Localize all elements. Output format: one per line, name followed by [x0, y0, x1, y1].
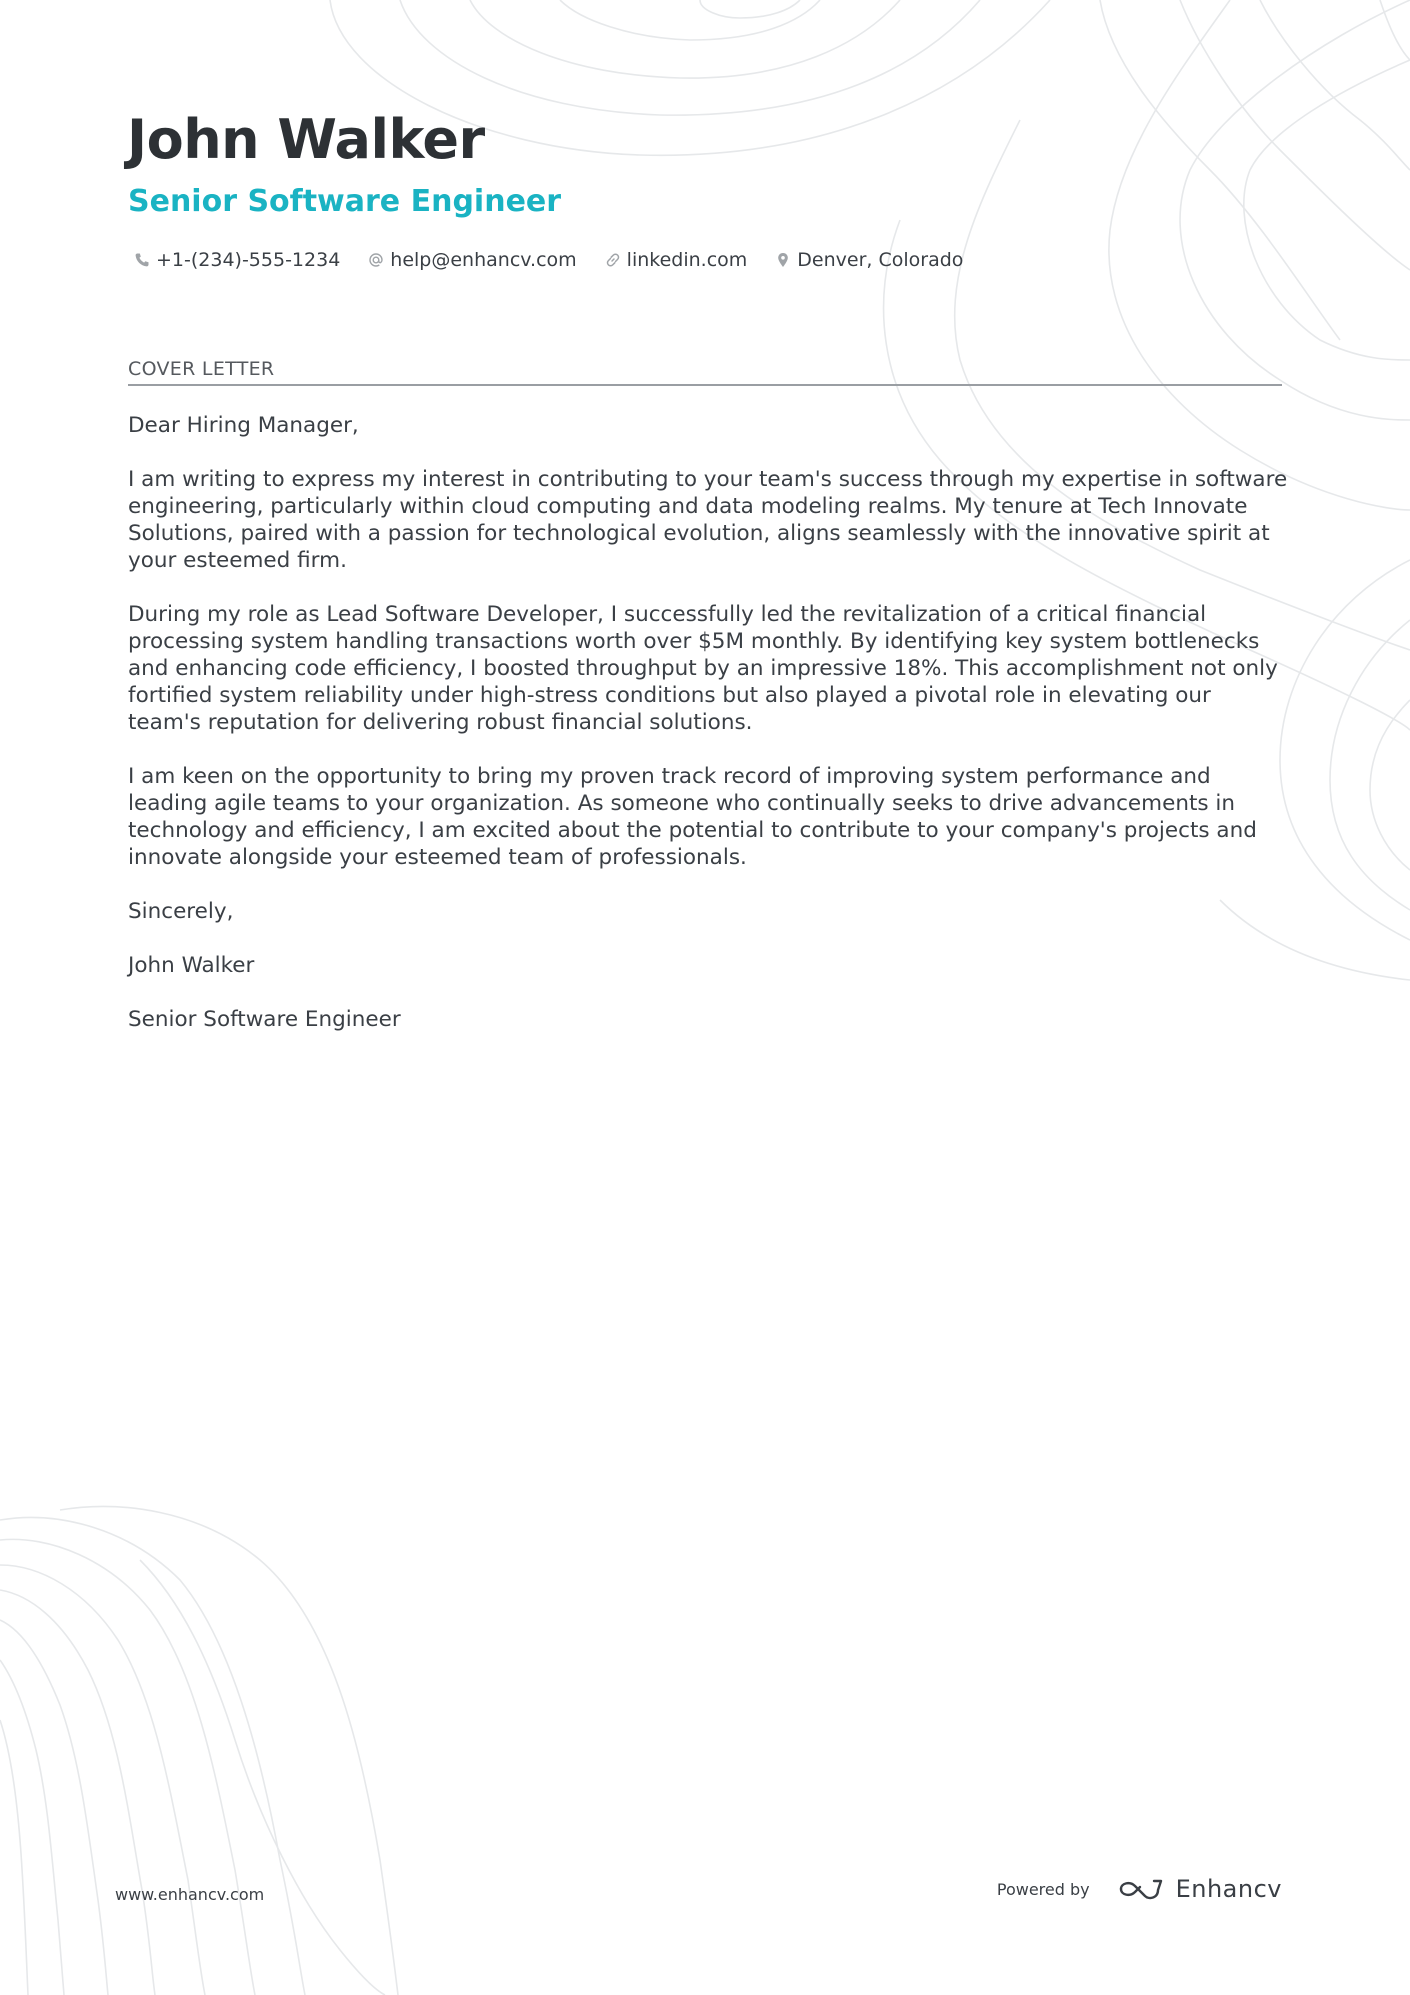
- letter-greeting: Dear Hiring Manager,: [128, 413, 359, 438]
- contact-row: [134, 246, 991, 274]
- contact-location: [775, 249, 963, 271]
- contact-link-text: linkedin.com: [626, 249, 748, 271]
- letter-closing: Sincerely,: [128, 899, 234, 924]
- applicant-title: Senior Software Engineer: [128, 184, 562, 219]
- letter-paragraph-1: I am writing to express my interest in contributing to your team's success through my expertise in software engineering, particularly within cloud computing and data modeling realms. My tenure at Tech Innovate Solutions, paired with a passion for technological evolution, aligns seamlessly with the innovative spirit at your esteemed firm.: [128, 467, 1288, 573]
- footer-branding[interactable]: [997, 1875, 1282, 1903]
- contact-link[interactable]: [605, 249, 748, 271]
- contact-email-text: help@enhancv.com: [390, 249, 577, 271]
- contact-phone: [134, 249, 340, 271]
- footer-website-link[interactable]: www.enhancv.com: [115, 1885, 265, 1904]
- signature-name: John Walker: [128, 953, 255, 978]
- location-icon: [775, 252, 791, 268]
- powered-by-label: Powered by: [996, 1879, 1090, 1899]
- brand-name: Enhancv: [1175, 1875, 1282, 1903]
- phone-icon: [134, 252, 150, 268]
- section-heading-label: COVER LETTER: [128, 358, 275, 380]
- section-heading: [128, 358, 1282, 386]
- letter-paragraph-3: I am keen on the opportunity to bring my proven track record of improving system performance and leading agile teams to your organization. As someone who continually seeks to drive advancements in technology and efficiency, I am excited about the potential to contribute to your company's projects and innovate alongside your esteemed team of professionals.: [128, 764, 1257, 870]
- link-icon: [605, 252, 621, 268]
- signature-title: Senior Software Engineer: [128, 1007, 401, 1032]
- applicant-name: John Walker: [127, 108, 485, 171]
- contact-location-text: Denver, Colorado: [797, 249, 964, 271]
- contact-email[interactable]: [368, 249, 576, 271]
- letter-body: [128, 412, 1288, 1060]
- enhancv-logo-icon: [1118, 1876, 1164, 1902]
- letter-paragraph-2: During my role as Lead Software Developer, I successfully led the revitalization of a critical financial processing system handling transactions worth over $5M monthly. By identifying key system bottlenecks and enhancing code efficiency, I boosted throughput by an impressive 18%. This accomplishment not only fortified system reliability under high-stress conditions but also played a pivotal role in elevating our team's reputation for delivering robust financial solutions.: [128, 602, 1278, 735]
- contact-phone-text: +1-(234)-555-1234: [156, 249, 341, 271]
- at-icon: [368, 252, 384, 268]
